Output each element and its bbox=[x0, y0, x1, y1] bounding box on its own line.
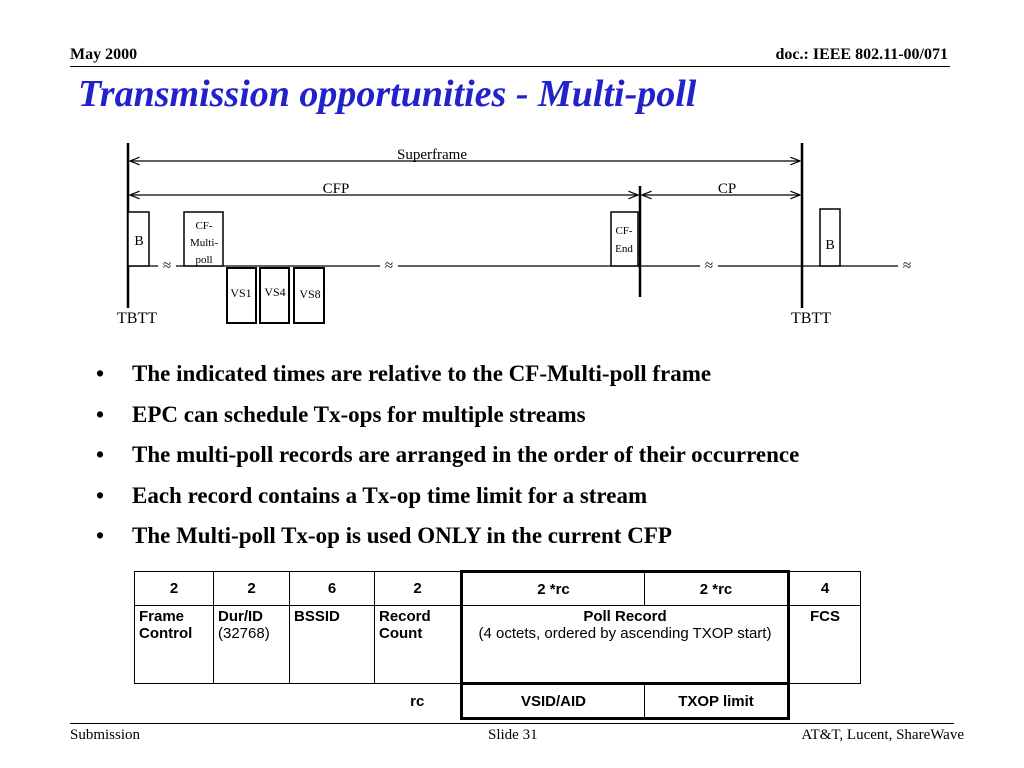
header-doc-id: doc.: IEEE 802.11-00/071 bbox=[775, 46, 948, 63]
poll-record-desc: (4 octets, ordered by ascending TXOP start) bbox=[478, 625, 772, 642]
size-cell: 2 *rc bbox=[462, 572, 645, 606]
bullet-item bbox=[96, 520, 799, 561]
frame-control-line-1: Frame bbox=[139, 608, 185, 625]
bullet-item bbox=[96, 480, 799, 521]
size-cell: 2 *rc bbox=[645, 572, 789, 606]
cf-multipoll-label-2: Multi- bbox=[189, 237, 219, 249]
size-cell: 2 bbox=[135, 572, 214, 606]
frame-control-cell bbox=[135, 606, 214, 684]
record-count-line-1: Record bbox=[379, 608, 431, 625]
bullet-text: The indicated times are relative to the CF-Multi-poll frame bbox=[132, 361, 712, 386]
bullet-dot: • bbox=[96, 401, 105, 427]
break-mark: ≈ bbox=[704, 258, 714, 274]
bullet-item bbox=[96, 358, 799, 399]
poll-record-label: Poll Record bbox=[583, 608, 667, 625]
bullet-text: EPC can schedule Tx-ops for multiple streams bbox=[132, 401, 586, 427]
size-cell: 4 bbox=[789, 572, 861, 606]
bullet-item bbox=[96, 439, 799, 480]
bullet-dot: • bbox=[96, 482, 105, 508]
cp-label: CP bbox=[717, 181, 737, 197]
multipoll-frame-format-table bbox=[134, 570, 861, 720]
bullet-dot: • bbox=[96, 442, 105, 467]
cf-end-label-1: CF- bbox=[615, 225, 633, 237]
footer-submission: Submission bbox=[70, 727, 141, 743]
record-count-line-2: Count bbox=[379, 625, 423, 642]
cf-multipoll-label-3: poll bbox=[195, 254, 213, 266]
txop-limit-cell: TXOP limit bbox=[645, 684, 789, 719]
frame-control-line-2: Control bbox=[139, 625, 193, 642]
cf-end-frame bbox=[611, 212, 638, 266]
field-name-row bbox=[135, 606, 861, 684]
bssid-cell: BSSID bbox=[290, 606, 375, 684]
fcs-cell: FCS bbox=[789, 606, 861, 684]
footer-authors: AT&T, Lucent, ShareWave bbox=[801, 727, 964, 743]
dur-id-cell bbox=[214, 606, 290, 684]
cfp-label: CFP bbox=[322, 181, 350, 197]
vs1-label: VS1 bbox=[230, 286, 252, 300]
tbtt-label-left: TBTT bbox=[117, 310, 157, 327]
footer-slide-number: Slide 31 bbox=[488, 727, 538, 743]
dur-id-label: Dur/ID bbox=[218, 608, 263, 625]
vs8-label: VS8 bbox=[299, 287, 321, 301]
size-cell: 2 bbox=[375, 572, 462, 606]
record-count-cell bbox=[375, 606, 462, 684]
rc-cell: rc bbox=[410, 692, 425, 710]
vs4-label: VS4 bbox=[264, 285, 286, 299]
poll-record-detail-row bbox=[135, 684, 861, 719]
poll-record-cell bbox=[462, 606, 789, 684]
bullet-dot: • bbox=[96, 361, 105, 386]
bullet-text: The multi-poll records are arranged in the order of their occurrence bbox=[132, 442, 800, 467]
cf-end-label-2: End bbox=[615, 243, 633, 255]
slide-title: Transmission opportunities - Multi-poll bbox=[78, 73, 697, 115]
size-cell: 6 bbox=[290, 572, 375, 606]
bullet-text: Each record contains a Tx-op time limit for a stream bbox=[132, 482, 648, 508]
superframe-label: Superframe bbox=[397, 147, 467, 163]
tbtt-label-right: TBTT bbox=[791, 310, 831, 327]
beacon-label: B bbox=[134, 234, 144, 249]
bullet-item bbox=[96, 399, 799, 440]
break-mark: ≈ bbox=[384, 258, 394, 274]
size-cell: 2 bbox=[214, 572, 290, 606]
bullet-list bbox=[96, 358, 799, 561]
superframe-diagram bbox=[0, 0, 1024, 340]
header-date: May 2000 bbox=[70, 46, 138, 63]
bullet-dot: • bbox=[96, 523, 105, 548]
break-mark: ≈ bbox=[902, 258, 912, 274]
cf-multipoll-label-1: CF- bbox=[195, 220, 213, 232]
bullet-text: The Multi-poll Tx-op is used ONLY in the current CFP bbox=[132, 523, 672, 548]
footer-rule bbox=[70, 723, 954, 724]
vsid-aid-cell: VSID/AID bbox=[462, 684, 645, 719]
field-size-row bbox=[135, 572, 861, 606]
beacon-label: B bbox=[825, 238, 835, 253]
break-mark: ≈ bbox=[162, 258, 172, 274]
dur-id-value: (32768) bbox=[218, 625, 270, 642]
